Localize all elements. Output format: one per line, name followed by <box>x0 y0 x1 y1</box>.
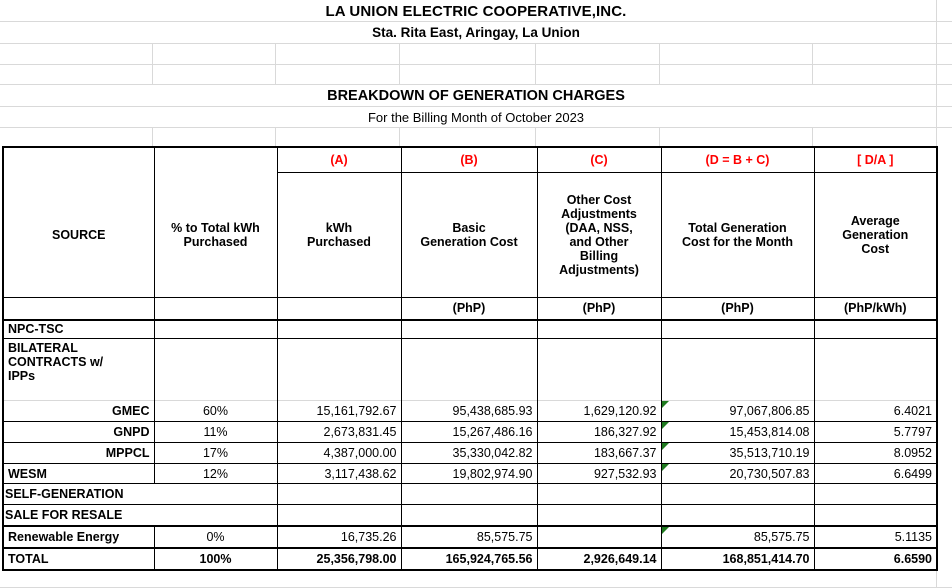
row-percent: 0% <box>154 526 277 548</box>
row-total-value: 97,067,806.85 <box>729 404 810 418</box>
row-average: 6.4021 <box>814 401 937 422</box>
header-line: Adjustments) <box>559 262 639 277</box>
unit-kwh <box>277 297 401 320</box>
row-basic: 95,438,685.93 <box>401 401 537 422</box>
row-total <box>661 505 814 526</box>
row-label-sale-for-resale: SALE FOR RESALE <box>5 508 123 522</box>
row-other <box>537 505 661 526</box>
row-percent: 60% <box>154 401 277 422</box>
header-other-cost-adjustments <box>537 173 661 298</box>
total-percent: 100% <box>154 548 277 570</box>
row-other <box>537 320 661 339</box>
grid-line <box>152 127 153 146</box>
row-kwh <box>277 339 401 401</box>
row-kwh <box>277 484 401 505</box>
comment-marker-icon <box>662 527 669 534</box>
total-basic: 165,924,765.56 <box>401 548 537 570</box>
row-total-value: 15,453,814.08 <box>729 425 810 439</box>
code-cell-source <box>3 147 154 173</box>
row-percent <box>154 320 277 339</box>
row-other <box>537 526 661 548</box>
code-cell-b: (B) <box>401 147 537 173</box>
total-total: 168,851,414.70 <box>661 548 814 570</box>
generation-charges-table <box>2 146 938 571</box>
unit-source <box>3 297 154 320</box>
header-line: Cost for the Month <box>681 234 794 249</box>
comment-marker-icon <box>662 443 669 450</box>
row-percent: 11% <box>154 422 277 443</box>
row-total <box>661 484 814 505</box>
grid-line <box>0 43 952 44</box>
row-kwh: 4,387,000.00 <box>277 443 401 464</box>
row-label: GNPD <box>3 422 154 443</box>
row-other <box>537 339 661 401</box>
row-label: MPPCL <box>3 443 154 464</box>
header-percent-to-total-kwh <box>154 173 277 298</box>
row-basic <box>401 339 537 401</box>
header-basic-generation-cost <box>401 173 537 298</box>
table-row <box>3 443 937 464</box>
header-total-generation-cost <box>661 173 814 298</box>
table-row <box>3 484 937 505</box>
unit-basic: (PhP) <box>401 297 537 320</box>
grid-line <box>812 43 813 85</box>
header-line: and Other <box>569 234 629 249</box>
row-percent <box>154 505 277 526</box>
report-title: BREAKDOWN OF GENERATION CHARGES <box>327 87 625 104</box>
header-line: % to Total kWh <box>171 220 260 235</box>
header-line: kWh <box>325 220 353 235</box>
grid-line <box>0 106 952 107</box>
row-total <box>661 526 814 548</box>
unit-pct <box>154 297 277 320</box>
table-row <box>3 464 937 484</box>
comment-marker-icon <box>662 422 669 429</box>
header-line: Purchased <box>307 234 371 249</box>
row-other: 183,667.37 <box>537 443 661 464</box>
row-kwh <box>277 505 401 526</box>
total-label: TOTAL <box>3 548 154 570</box>
header-line: Adjustments <box>561 206 637 221</box>
row-percent <box>154 484 277 505</box>
row-average <box>814 320 937 339</box>
code-cell-c: (C) <box>537 147 661 173</box>
grid-line <box>0 21 952 22</box>
header-line: Cost <box>861 241 890 256</box>
comment-marker-icon <box>662 464 669 471</box>
row-basic <box>401 320 537 339</box>
row-average: 5.7797 <box>814 422 937 443</box>
company-address: Sta. Rita East, Aringay, La Union <box>372 25 580 40</box>
column-header-row <box>3 173 937 298</box>
row-kwh: 3,117,438.62 <box>277 464 401 484</box>
comment-marker-icon <box>662 401 669 408</box>
row-average: 6.6499 <box>814 464 937 484</box>
header-kwh-purchased <box>277 173 401 298</box>
row-average <box>814 484 937 505</box>
grid-line <box>659 43 660 85</box>
grid-line <box>275 127 276 146</box>
table-row <box>3 422 937 443</box>
row-total-value: 85,575.75 <box>753 529 810 544</box>
grid-line <box>0 64 952 65</box>
row-basic <box>401 484 537 505</box>
grid-line <box>659 127 660 146</box>
header-line: Generation Cost <box>420 234 518 249</box>
table-row <box>3 401 937 422</box>
row-total-value: 35,513,710.19 <box>729 446 810 460</box>
header-line: Average <box>850 213 900 228</box>
grid-line <box>0 127 952 128</box>
row-other <box>537 484 661 505</box>
page-title: LA UNION ELECTRIC COOPERATIVE,INC. <box>325 3 627 20</box>
row-kwh: 16,735.26 <box>277 526 401 548</box>
grid-line <box>535 127 536 146</box>
total-kwh: 25,356,798.00 <box>277 548 401 570</box>
row-total <box>661 339 814 401</box>
table-row <box>3 526 937 548</box>
grid-line <box>399 127 400 146</box>
row-total <box>661 422 814 443</box>
row-label: NPC-TSC <box>3 320 154 339</box>
billing-period: For the Billing Month of October 2023 <box>367 109 585 125</box>
row-label-line: BILATERAL <box>8 341 78 355</box>
table-total-row <box>3 548 937 570</box>
row-other: 927,532.93 <box>537 464 661 484</box>
grid-line <box>535 43 536 85</box>
row-label-line: CONTRACTS w/ <box>8 355 104 369</box>
row-basic: 85,575.75 <box>401 526 537 548</box>
row-average <box>814 505 937 526</box>
row-label: WESM <box>3 464 154 484</box>
table-row <box>3 505 937 526</box>
row-label-self-generation: SELF-GENERATION <box>5 487 124 501</box>
total-other: 2,926,649.14 <box>537 548 661 570</box>
row-basic: 19,802,974.90 <box>401 464 537 484</box>
row-basic <box>401 505 537 526</box>
grid-line <box>399 43 400 85</box>
table-row <box>3 339 937 401</box>
grid-line <box>152 43 153 85</box>
row-label: Renewable Energy <box>3 526 154 548</box>
unit-average: (PhP/kWh) <box>814 297 937 320</box>
column-units-row <box>3 297 937 320</box>
code-cell-d: (D = B + C) <box>661 147 814 173</box>
header-line: Total Generation <box>688 220 787 235</box>
row-kwh: 15,161,792.67 <box>277 401 401 422</box>
row-other: 186,327.92 <box>537 422 661 443</box>
row-label: GMEC <box>3 401 154 422</box>
row-total <box>661 464 814 484</box>
row-label-group <box>3 339 154 401</box>
column-code-row <box>3 147 937 173</box>
row-basic: 15,267,486.16 <box>401 422 537 443</box>
header-line: Purchased <box>183 234 248 249</box>
grid-line <box>275 43 276 85</box>
row-kwh: 2,673,831.45 <box>277 422 401 443</box>
total-average: 6.6590 <box>814 548 937 570</box>
header-line: Billing <box>579 248 619 263</box>
row-average <box>814 339 937 401</box>
row-percent: 12% <box>154 464 277 484</box>
grid-line <box>812 127 813 146</box>
code-cell-pct <box>154 147 277 173</box>
row-total <box>661 401 814 422</box>
row-label-line: IPPs <box>8 369 36 383</box>
header-line: Generation <box>842 227 909 242</box>
header-source: SOURCE <box>3 173 154 298</box>
row-average: 5.1135 <box>814 526 937 548</box>
header-line: Other Cost <box>566 192 632 207</box>
header-line: Basic <box>452 220 486 235</box>
row-percent <box>154 339 277 401</box>
code-cell-da: [ D/A ] <box>814 147 937 173</box>
table-row <box>3 320 937 339</box>
unit-other: (PhP) <box>537 297 661 320</box>
grid-line <box>0 84 952 85</box>
grid-line <box>936 570 937 588</box>
row-total-value: 20,730,507.83 <box>729 466 810 481</box>
row-kwh <box>277 320 401 339</box>
row-percent: 17% <box>154 443 277 464</box>
row-other: 1,629,120.92 <box>537 401 661 422</box>
unit-total: (PhP) <box>661 297 814 320</box>
header-line: (DAA, NSS, <box>565 220 633 235</box>
code-cell-a: (A) <box>277 147 401 173</box>
row-average: 8.0952 <box>814 443 937 464</box>
row-total <box>661 320 814 339</box>
row-basic: 35,330,042.82 <box>401 443 537 464</box>
row-total <box>661 443 814 464</box>
header-average-generation-cost <box>814 173 937 298</box>
